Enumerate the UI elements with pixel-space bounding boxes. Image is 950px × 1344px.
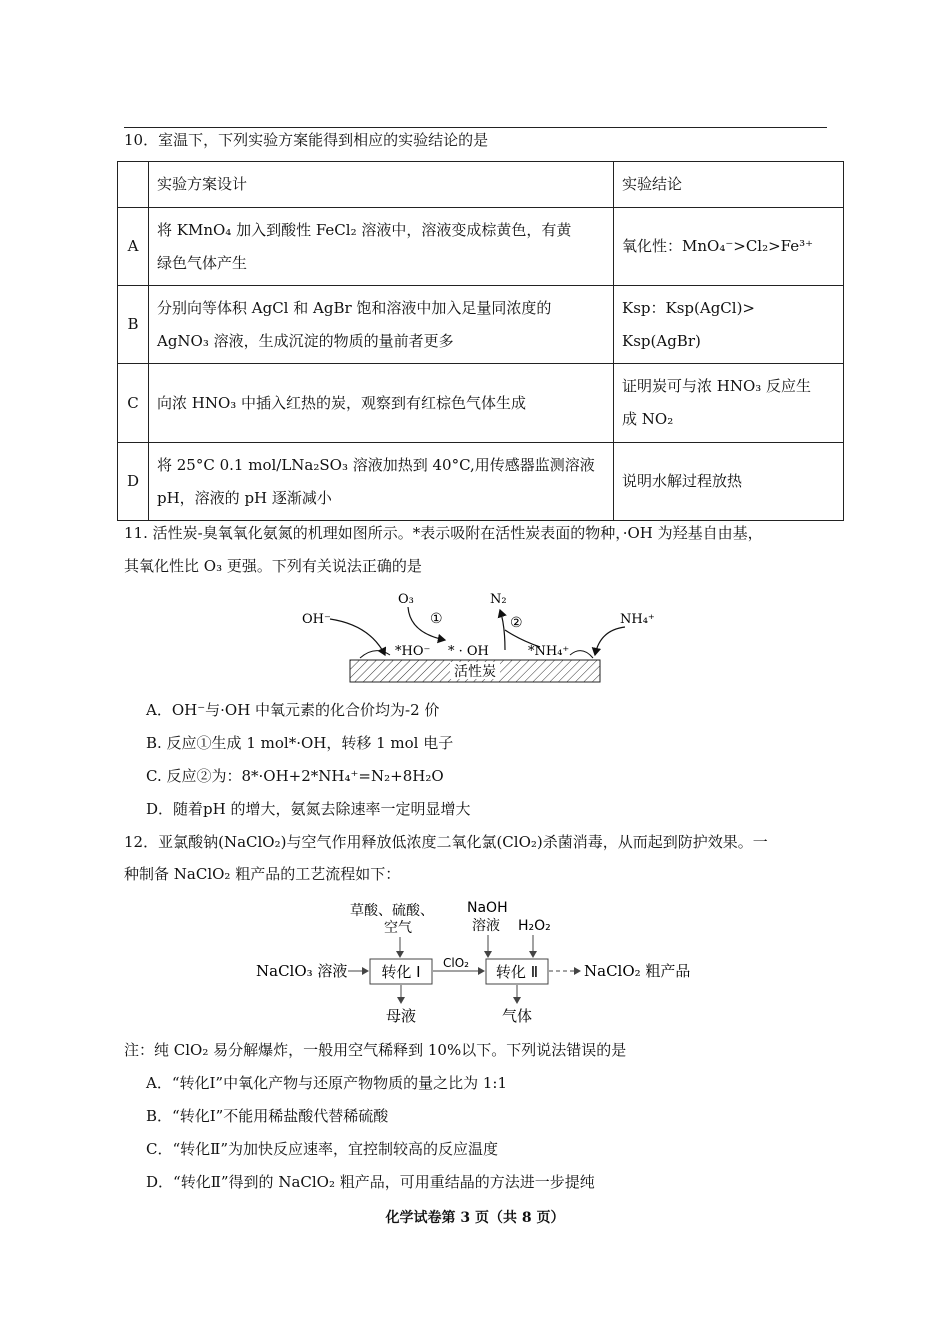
input3-label: H₂O₂	[518, 918, 551, 934]
page-footer: 化学试卷第 3 页（共 8 页）	[385, 1210, 565, 1226]
row-label: B	[118, 286, 149, 364]
input2-line2: 溶液	[472, 918, 500, 934]
row-conclusion	[614, 208, 844, 286]
oh-minus-label: OH⁻	[302, 612, 331, 627]
row-label: C	[118, 364, 149, 443]
mechanism-figure	[290, 585, 670, 690]
product-label: NaClO₂ 粗产品	[584, 962, 691, 980]
nh4-arrow	[595, 627, 625, 655]
input1-line2: 空气	[384, 920, 412, 936]
q11-option-a: A．OH⁻与·OH 中氧元素的化合价均为-2 价	[146, 701, 440, 719]
step1-label: ①	[430, 611, 443, 627]
q11-option-d: D．随着pH 的增大，氨氮去除速率一定明显增大	[146, 800, 471, 818]
row-label: A	[118, 208, 149, 286]
conclusion-line: 说明水解过程放热	[622, 472, 743, 490]
row-conclusion	[614, 286, 844, 364]
input2-line1: NaOH	[467, 900, 508, 916]
table-row	[118, 443, 844, 521]
q12-option-a: A．“转化Ⅰ”中氧化产物与还原产物物质的量之比为 1:1	[146, 1074, 508, 1092]
oh-ads-label: * · OH	[448, 644, 489, 659]
conversion1-label: 转化 Ⅰ	[381, 963, 421, 981]
table-row	[118, 208, 844, 286]
q11-option-b: B. 反应①生成 1 mol*·OH，转移 1 mol 电子	[146, 734, 454, 752]
row-plan	[149, 208, 614, 286]
carbon-label: 活性炭	[454, 664, 496, 680]
plan-line: 将 25°C 0.1 mol/LNa₂SO₃ 溶液加热到 40°C,用传感器监测溶液	[157, 455, 595, 474]
nh4-ads-label: *NH₄⁺	[528, 644, 570, 659]
header-plan: 实验方案设计	[149, 162, 614, 208]
row-label: D	[118, 443, 149, 521]
row-plan	[149, 443, 614, 521]
table-row	[118, 286, 844, 364]
out1-label: 母液	[386, 1007, 417, 1025]
plan-line: 绿色气体产生	[157, 253, 248, 272]
conversion2-label: 转化 Ⅱ	[495, 963, 539, 981]
q12-option-d: D．“转化Ⅱ”得到的 NaClO₂ 粗产品，可用重结晶的方法进一步提纯	[146, 1173, 595, 1191]
conclusion-line: 氧化性：MnO₄⁻>Cl₂>Fe³⁺	[622, 237, 814, 255]
nh4-ads-arc	[570, 651, 593, 658]
table-row	[118, 364, 844, 443]
header-conclusion: 实验结论	[614, 162, 844, 208]
feed-label: NaClO₃ 溶液	[256, 962, 348, 980]
experiment-table	[117, 161, 844, 521]
process-flow-figure	[250, 895, 710, 1030]
nh4-label: NH₄⁺	[620, 612, 655, 627]
q12-stem-line2: 种制备 NaClO₂ 粗产品的工艺流程如下：	[124, 865, 401, 883]
q12-option-b: B．“转化Ⅰ”不能用稀盐酸代替稀硫酸	[146, 1107, 389, 1125]
conclusion-line: Ksp：Ksp(AgCl)> Ksp(AgBr)	[622, 298, 755, 350]
row-plan	[149, 286, 614, 364]
plan-line: pH，溶液的 pH 逐渐减小	[157, 488, 332, 507]
q10-stem: 10．室温下，下列实验方案能得到相应的实验结论的是	[124, 131, 489, 149]
plan-line: 将 KMnO₄ 加入到酸性 FeCl₂ 溶液中，溶液变成棕黄色，有黄	[157, 220, 572, 239]
o3-label: O₃	[398, 592, 414, 607]
reaction2-arrow	[500, 610, 505, 650]
row-plan	[149, 364, 614, 443]
plan-line: 向浓 HNO₃ 中插入红热的炭，观察到有红棕色气体生成	[157, 393, 527, 412]
top-rule	[124, 127, 827, 128]
q12-note: 注：纯 ClO₂ 易分解爆炸，一般用空气稀释到 10%以下。下列说法错误的是	[124, 1041, 627, 1059]
q12-stem-line1: 12．亚氯酸钠(NaClO₂)与空气作用释放低浓度二氧化氯(ClO₂)杀菌消毒，从而起到防护效果。一	[124, 833, 768, 851]
plan-line: AgNO₃ 溶液，生成沉淀的物质的量前者更多	[157, 331, 454, 350]
q12-option-c: C．“转化Ⅱ”为加快反应速率，宜控制较高的反应温度	[146, 1140, 499, 1158]
oh-minus-arrow	[330, 619, 385, 655]
step2-label: ②	[510, 615, 523, 631]
row-conclusion	[614, 443, 844, 521]
n2-label: N₂	[490, 592, 507, 607]
mid-label: ClO₂	[443, 956, 469, 970]
conclusion-line: 证明炭可与浓 HNO₃ 反应生	[622, 377, 812, 395]
q11-stem-line2: 其氧化性比 O₃ 更强。下列有关说法正确的是	[124, 557, 422, 575]
conclusion-line: 成 NO₂	[622, 410, 674, 428]
ho-ads-arc	[360, 651, 390, 658]
table-header-row	[118, 162, 844, 208]
q11-stem-line1: 11. 活性炭-臭氧氧化氨氮的机理如图所示。*表示吸附在活性炭表面的物种，·OH 为羟基自由基，	[124, 524, 763, 542]
q11-option-c: C. 反应②为：8*·OH+2*NH₄⁺=N₂+8H₂O	[146, 767, 444, 785]
row-conclusion	[614, 364, 844, 443]
out2-label: 气体	[502, 1007, 533, 1025]
plan-line: 分别向等体积 AgCl 和 AgBr 饱和溶液中加入足量同浓度的	[157, 298, 552, 317]
table-corner-cell	[118, 162, 149, 208]
input1-line1: 草酸、硫酸、	[350, 903, 434, 919]
ho-ads-label: *HO⁻	[395, 644, 431, 659]
